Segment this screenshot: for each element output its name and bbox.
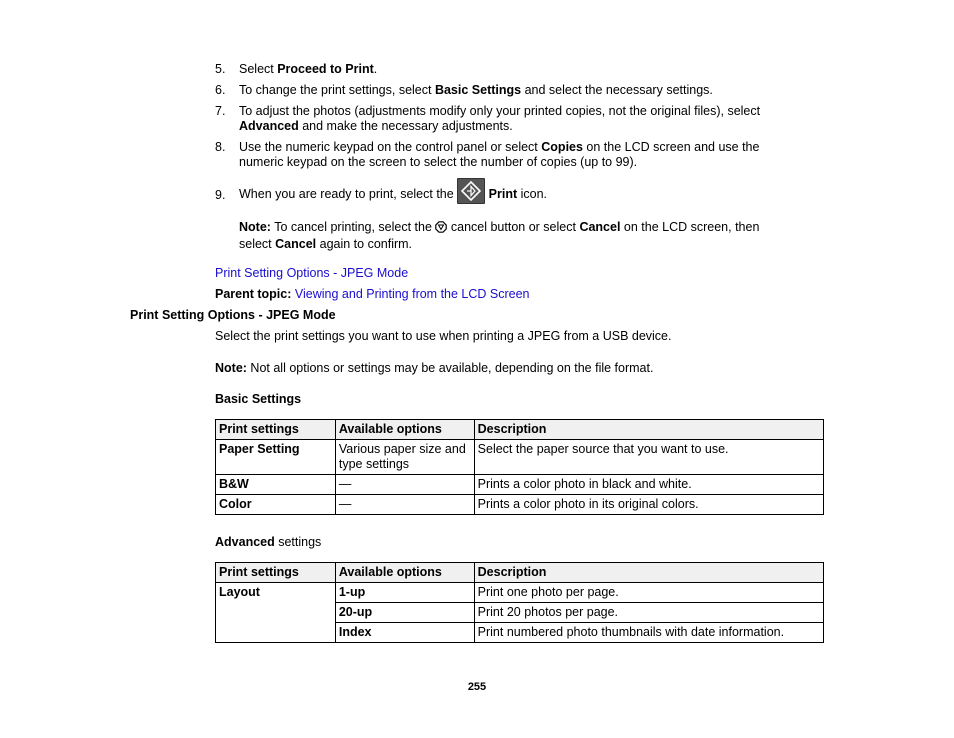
note-text: Not all options or settings may be available, depending on the file format. [246, 361, 654, 375]
table-row [216, 583, 824, 603]
column-header: Available options [335, 420, 474, 440]
setting-name: Color [216, 495, 336, 515]
step-bold-term: Advanced [239, 119, 299, 133]
cancel-stop-icon [435, 221, 447, 237]
note-text: again to confirm. [316, 237, 413, 251]
step-text-part: To change the print settings, select [239, 83, 435, 97]
step-text-line: To adjust the photos (adjustments modify only your printed copies, not the original files), select [239, 104, 761, 118]
setting-option: Index [335, 623, 474, 643]
setting-description: Select the paper source that you want to use. [474, 440, 823, 475]
step-bold-term: Print [488, 187, 518, 201]
note-text: select [239, 237, 276, 251]
section-intro: Select the print settings you want to use when printing a JPEG from a USB device. [215, 329, 672, 343]
note-label: Note: [215, 361, 247, 375]
step-bold-term: Basic Settings [434, 83, 522, 97]
setting-name: Layout [216, 583, 336, 643]
advanced-heading-bold: Advanced [215, 535, 275, 549]
table-header-row [216, 420, 824, 440]
column-header: Print settings [216, 420, 336, 440]
step-text-part: and make the necessary adjustments. [298, 119, 513, 133]
step-text-part: Use the numeric keypad on the control panel or select [239, 140, 542, 154]
note-text: on the LCD screen, then [620, 220, 760, 234]
table-row [216, 495, 824, 515]
step-number: 8. [215, 140, 226, 154]
step-6-text [239, 83, 713, 98]
step-number: 5. [215, 62, 226, 76]
setting-description: Prints a color photo in its original colors. [474, 495, 823, 515]
step-number: 7. [215, 104, 226, 118]
section-title: Print Setting Options - JPEG Mode [130, 308, 336, 322]
setting-options: Various paper size and type settings [335, 440, 474, 475]
step-9-text [239, 178, 547, 207]
basic-settings-table [215, 419, 824, 515]
setting-description: Prints a color photo in black and white. [474, 475, 823, 495]
step-text-part: and select the necessary settings. [521, 83, 713, 97]
step-7-text [239, 104, 760, 134]
step-bold-term: Proceed to Print [277, 62, 374, 76]
setting-options: — [335, 495, 474, 515]
step-text-part: . [373, 62, 378, 76]
setting-description: Print numbered photo thumbnails with date information. [474, 623, 823, 643]
print-start-icon [457, 178, 485, 204]
column-header: Description [474, 420, 823, 440]
column-header: Description [474, 563, 823, 583]
setting-description: Print 20 photos per page. [474, 603, 823, 623]
setting-description: Print one photo per page. [474, 583, 823, 603]
note-text: To cancel printing, select the [270, 220, 436, 234]
note-text: cancel button or select [447, 220, 580, 234]
page-number: 255 [467, 681, 487, 693]
step-8-text [239, 140, 759, 170]
step-text-part: on the LCD screen and use the [582, 140, 760, 154]
setting-options: — [335, 475, 474, 495]
column-header: Print settings [216, 563, 336, 583]
step-text-line: numeric keypad on the screen to select the number of copies (up to 99). [239, 155, 638, 169]
parent-topic-label: Parent topic: [215, 287, 292, 301]
advanced-settings-table [215, 562, 824, 643]
step-number: 9. [215, 188, 226, 202]
step-text-part: icon. [517, 187, 548, 201]
table-row [216, 475, 824, 495]
parent-topic-link[interactable]: Viewing and Printing from the LCD Screen [294, 287, 530, 301]
note-label: Note: [239, 220, 271, 234]
step-bold-term: Copies [541, 140, 583, 154]
note-line [239, 237, 759, 252]
step-text-part: Select [239, 62, 278, 76]
setting-option: 20-up [335, 603, 474, 623]
parent-topic [215, 287, 530, 301]
table-header-row [216, 563, 824, 583]
step-number: 6. [215, 83, 226, 97]
jpeg-options-link[interactable]: Print Setting Options - JPEG Mode [215, 266, 409, 280]
step-text-part: When you are ready to print, select the [239, 187, 458, 201]
column-header: Available options [335, 563, 474, 583]
advanced-heading-rest: settings [274, 535, 322, 549]
setting-name: B&W [216, 475, 336, 495]
table-row [216, 440, 824, 475]
cancel-note [239, 220, 759, 252]
setting-option: 1-up [335, 583, 474, 603]
advanced-settings-heading [215, 535, 321, 549]
note-bold-term: Cancel [275, 237, 317, 251]
note-line [239, 220, 759, 237]
step-text-line [239, 140, 759, 155]
basic-settings-heading: Basic Settings [215, 392, 302, 406]
note-bold-term: Cancel [579, 220, 621, 234]
setting-name: Paper Setting [216, 440, 336, 475]
step-5-text [239, 62, 377, 77]
format-note [215, 361, 653, 375]
step-text-line [239, 119, 760, 134]
